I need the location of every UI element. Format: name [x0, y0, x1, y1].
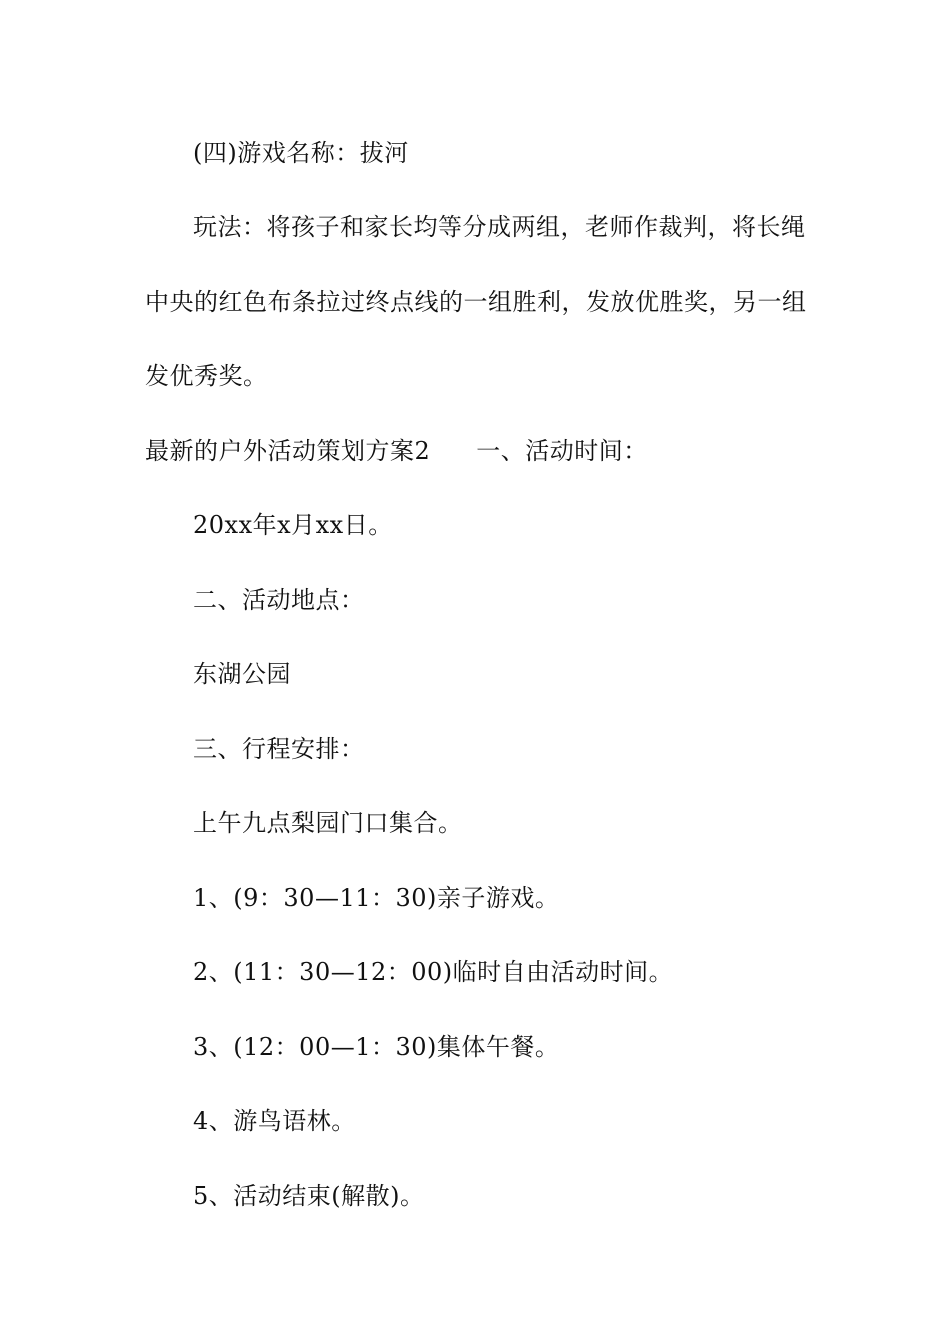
- section-heading-row: [145, 436, 648, 466]
- rules-paragraph-line-2: 中央的红色布条拉过终点线的一组胜利，发放优胜奖，另一组: [145, 288, 807, 316]
- itinerary-item-1: 1、(9：30—11：30)亲子游戏。: [193, 884, 560, 912]
- activity-location: 东湖公园: [193, 660, 291, 688]
- activity-time-heading: 一、活动时间：: [476, 437, 648, 465]
- game-title: (四)游戏名称：拔河: [193, 139, 409, 167]
- itinerary-item-3: 3、(12：00—1：30)集体午餐。: [193, 1033, 560, 1061]
- activity-location-heading: 二、活动地点：: [193, 586, 365, 614]
- activity-date: 20xx年x月xx日。: [193, 511, 393, 539]
- itinerary-item-2: 2、(11：30—12：00)临时自由活动时间。: [193, 958, 674, 986]
- itinerary-gathering: 上午九点梨园门口集合。: [193, 809, 463, 837]
- itinerary-heading: 三、行程安排：: [193, 735, 365, 763]
- itinerary-item-4: 4、游鸟语林。: [193, 1107, 356, 1135]
- rules-paragraph-line-1: 玩法：将孩子和家长均等分成两组，老师作裁判，将长绳: [193, 213, 806, 241]
- plan-title: 最新的户外活动策划方案2: [145, 437, 431, 465]
- rules-paragraph-line-3: 发优秀奖。: [145, 362, 268, 390]
- itinerary-item-5: 5、活动结束(解散)。: [193, 1182, 425, 1210]
